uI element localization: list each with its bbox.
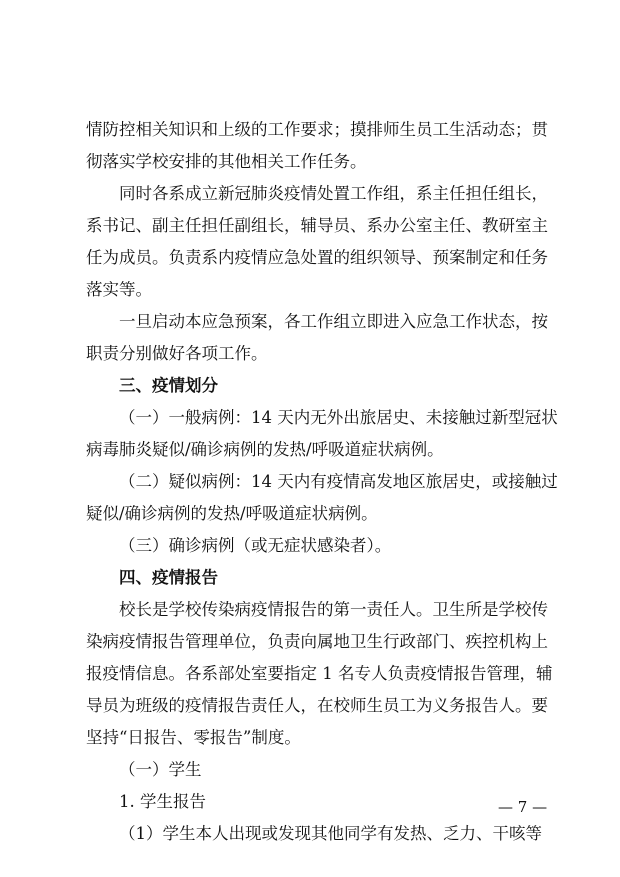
body-text-line: 情防控相关知识和上级的工作要求；摸排师生员工生活动态；贯	[86, 120, 548, 139]
subsection-heading-student-report: 1. 学生报告	[119, 792, 206, 811]
section-heading-epidemic-report: 四、疫情报告	[119, 568, 218, 587]
body-text-line: 染病疫情报告管理单位，负责向属地卫生行政部门、疾控机构上	[86, 632, 548, 651]
body-text-line: 导员为班级的疫情报告责任人，在校师生员工为义务报告人。要	[86, 696, 548, 715]
paragraph-start-line: 校长是学校传染病疫情报告的第一责任人。卫生所是学校传	[119, 600, 548, 619]
body-text-line: 落实等。	[86, 280, 152, 299]
body-text-line: 职责分别做好各项工作。	[86, 344, 268, 363]
paragraph-start-line: （三）确诊病例（或无症状感染者）。	[119, 536, 392, 555]
section-heading-epidemic-classification: 三、疫情划分	[119, 376, 218, 395]
body-text-line: 报疫情信息。各系部处室要指定 1 名专人负责疫情报告管理，辅	[86, 664, 553, 683]
paragraph-start-line: （1）学生本人出现或发现其他同学有发热、乏力、干咳等	[119, 824, 542, 843]
page-number: — 7 —	[498, 798, 548, 816]
body-text-line: 系书记、副主任担任副组长，辅导员、系办公室主任、教研室主	[86, 216, 548, 235]
body-text-line: 任为成员。负责系内疫情应急处置的组织领导、预案制定和任务	[86, 248, 548, 267]
body-text-line: 疑似/确诊病例的发热/呼吸道症状病例。	[86, 504, 378, 523]
body-text-line: 坚持“日报告、零报告”制度。	[86, 728, 301, 747]
paragraph-start-line: （一）一般病例：14 天内无外出旅居史、未接触过新型冠状	[119, 408, 558, 427]
paragraph-start-line: 一旦启动本应急预案，各工作组立即进入应急工作状态，按	[119, 312, 548, 331]
paragraph-start-line: 同时各系成立新冠肺炎疫情处置工作组，系主任担任组长，	[119, 184, 548, 203]
paragraph-start-line: （二）疑似病例：14 天内有疫情高发地区旅居史，或接触过	[119, 472, 558, 491]
body-text-line: 病毒肺炎疑似/确诊病例的发热/呼吸道症状病例。	[86, 440, 444, 459]
body-text-line: 彻落实学校安排的其他相关工作任务。	[86, 152, 367, 171]
subsection-heading-students: （一）学生	[119, 760, 202, 779]
